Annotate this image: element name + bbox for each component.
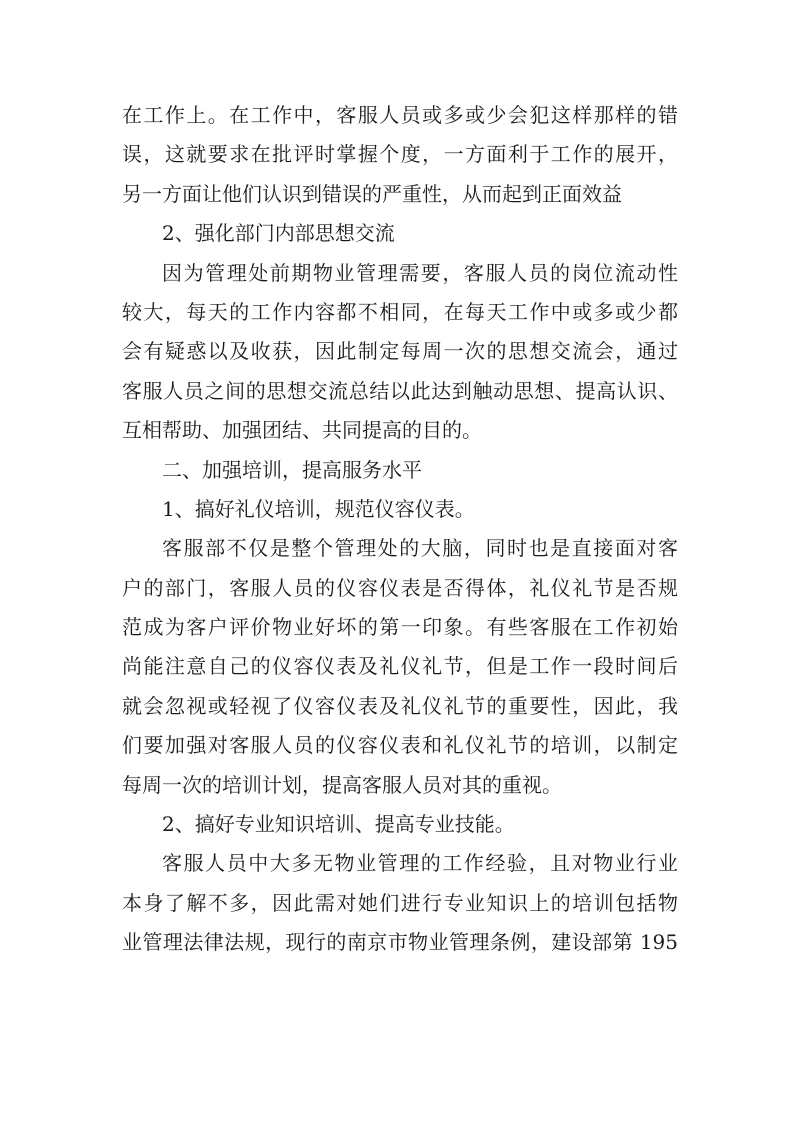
text-line: 二、加强培训，提高服务水平 bbox=[162, 457, 422, 482]
text-line: 客服人员中大多无物业管理的工作经验，且对物业行业 bbox=[162, 851, 678, 876]
text-line: 另一方面让他们认识到错误的严重性，从而起到正面效益 bbox=[122, 181, 622, 206]
text-line: 每周一次的培训计划，提高客服人员对其的重视。 bbox=[122, 772, 562, 797]
text-line: 会有疑惑以及收获，因此制定每周一次的思想交流会，通过 bbox=[122, 339, 678, 364]
text-line: 1、搞好礼仪培训，规范仪容仪表。 bbox=[162, 496, 475, 521]
text-line: 业管理法律法规，现行的南京市物业管理条例，建设部第 195 bbox=[122, 930, 678, 955]
text-line: 误，这就要求在批评时掌握个度，一方面利于工作的展开， bbox=[122, 142, 678, 167]
text-line: 在工作上。在工作中，客服人员或多或少会犯这样那样的错 bbox=[122, 103, 678, 127]
text-line: 较大，每天的工作内容都不相同，在每天工作中或多或少都 bbox=[122, 299, 678, 324]
text-line: 因为管理处前期物业管理需要，客服人员的岗位流动性 bbox=[162, 260, 678, 285]
text-line: 们要加强对客服人员的仪容仪表和礼仪礼节的培训，以制定 bbox=[122, 733, 678, 758]
text-line: 本身了解不多，因此需对她们进行专业知识上的培训包括物 bbox=[122, 890, 678, 915]
text-line: 户的部门，客服人员的仪容仪表是否得体，礼仪礼节是否规 bbox=[122, 575, 678, 600]
text-line: 就会忽视或轻视了仪容仪表及礼仪礼节的重要性，因此，我 bbox=[122, 693, 678, 718]
text-line: 客服人员之间的思想交流总结以此达到触动思想、提高认识、 bbox=[122, 378, 678, 403]
text-line: 2、强化部门内部思想交流 bbox=[162, 221, 395, 246]
document-body bbox=[122, 96, 678, 963]
text-line: 范成为客户评价物业好坏的第一印象。有些客服在工作初始 bbox=[122, 615, 678, 640]
text-line: 尚能注意自己的仪容仪表及礼仪礼节，但是工作一段时间后 bbox=[122, 654, 678, 679]
text-line: 2、搞好专业知识培训、提高专业技能。 bbox=[162, 812, 515, 837]
text-line: 客服部不仅是整个管理处的大脑，同时也是直接面对客 bbox=[162, 536, 678, 561]
text-line: 互相帮助、加强团结、共同提高的目的。 bbox=[122, 418, 482, 443]
